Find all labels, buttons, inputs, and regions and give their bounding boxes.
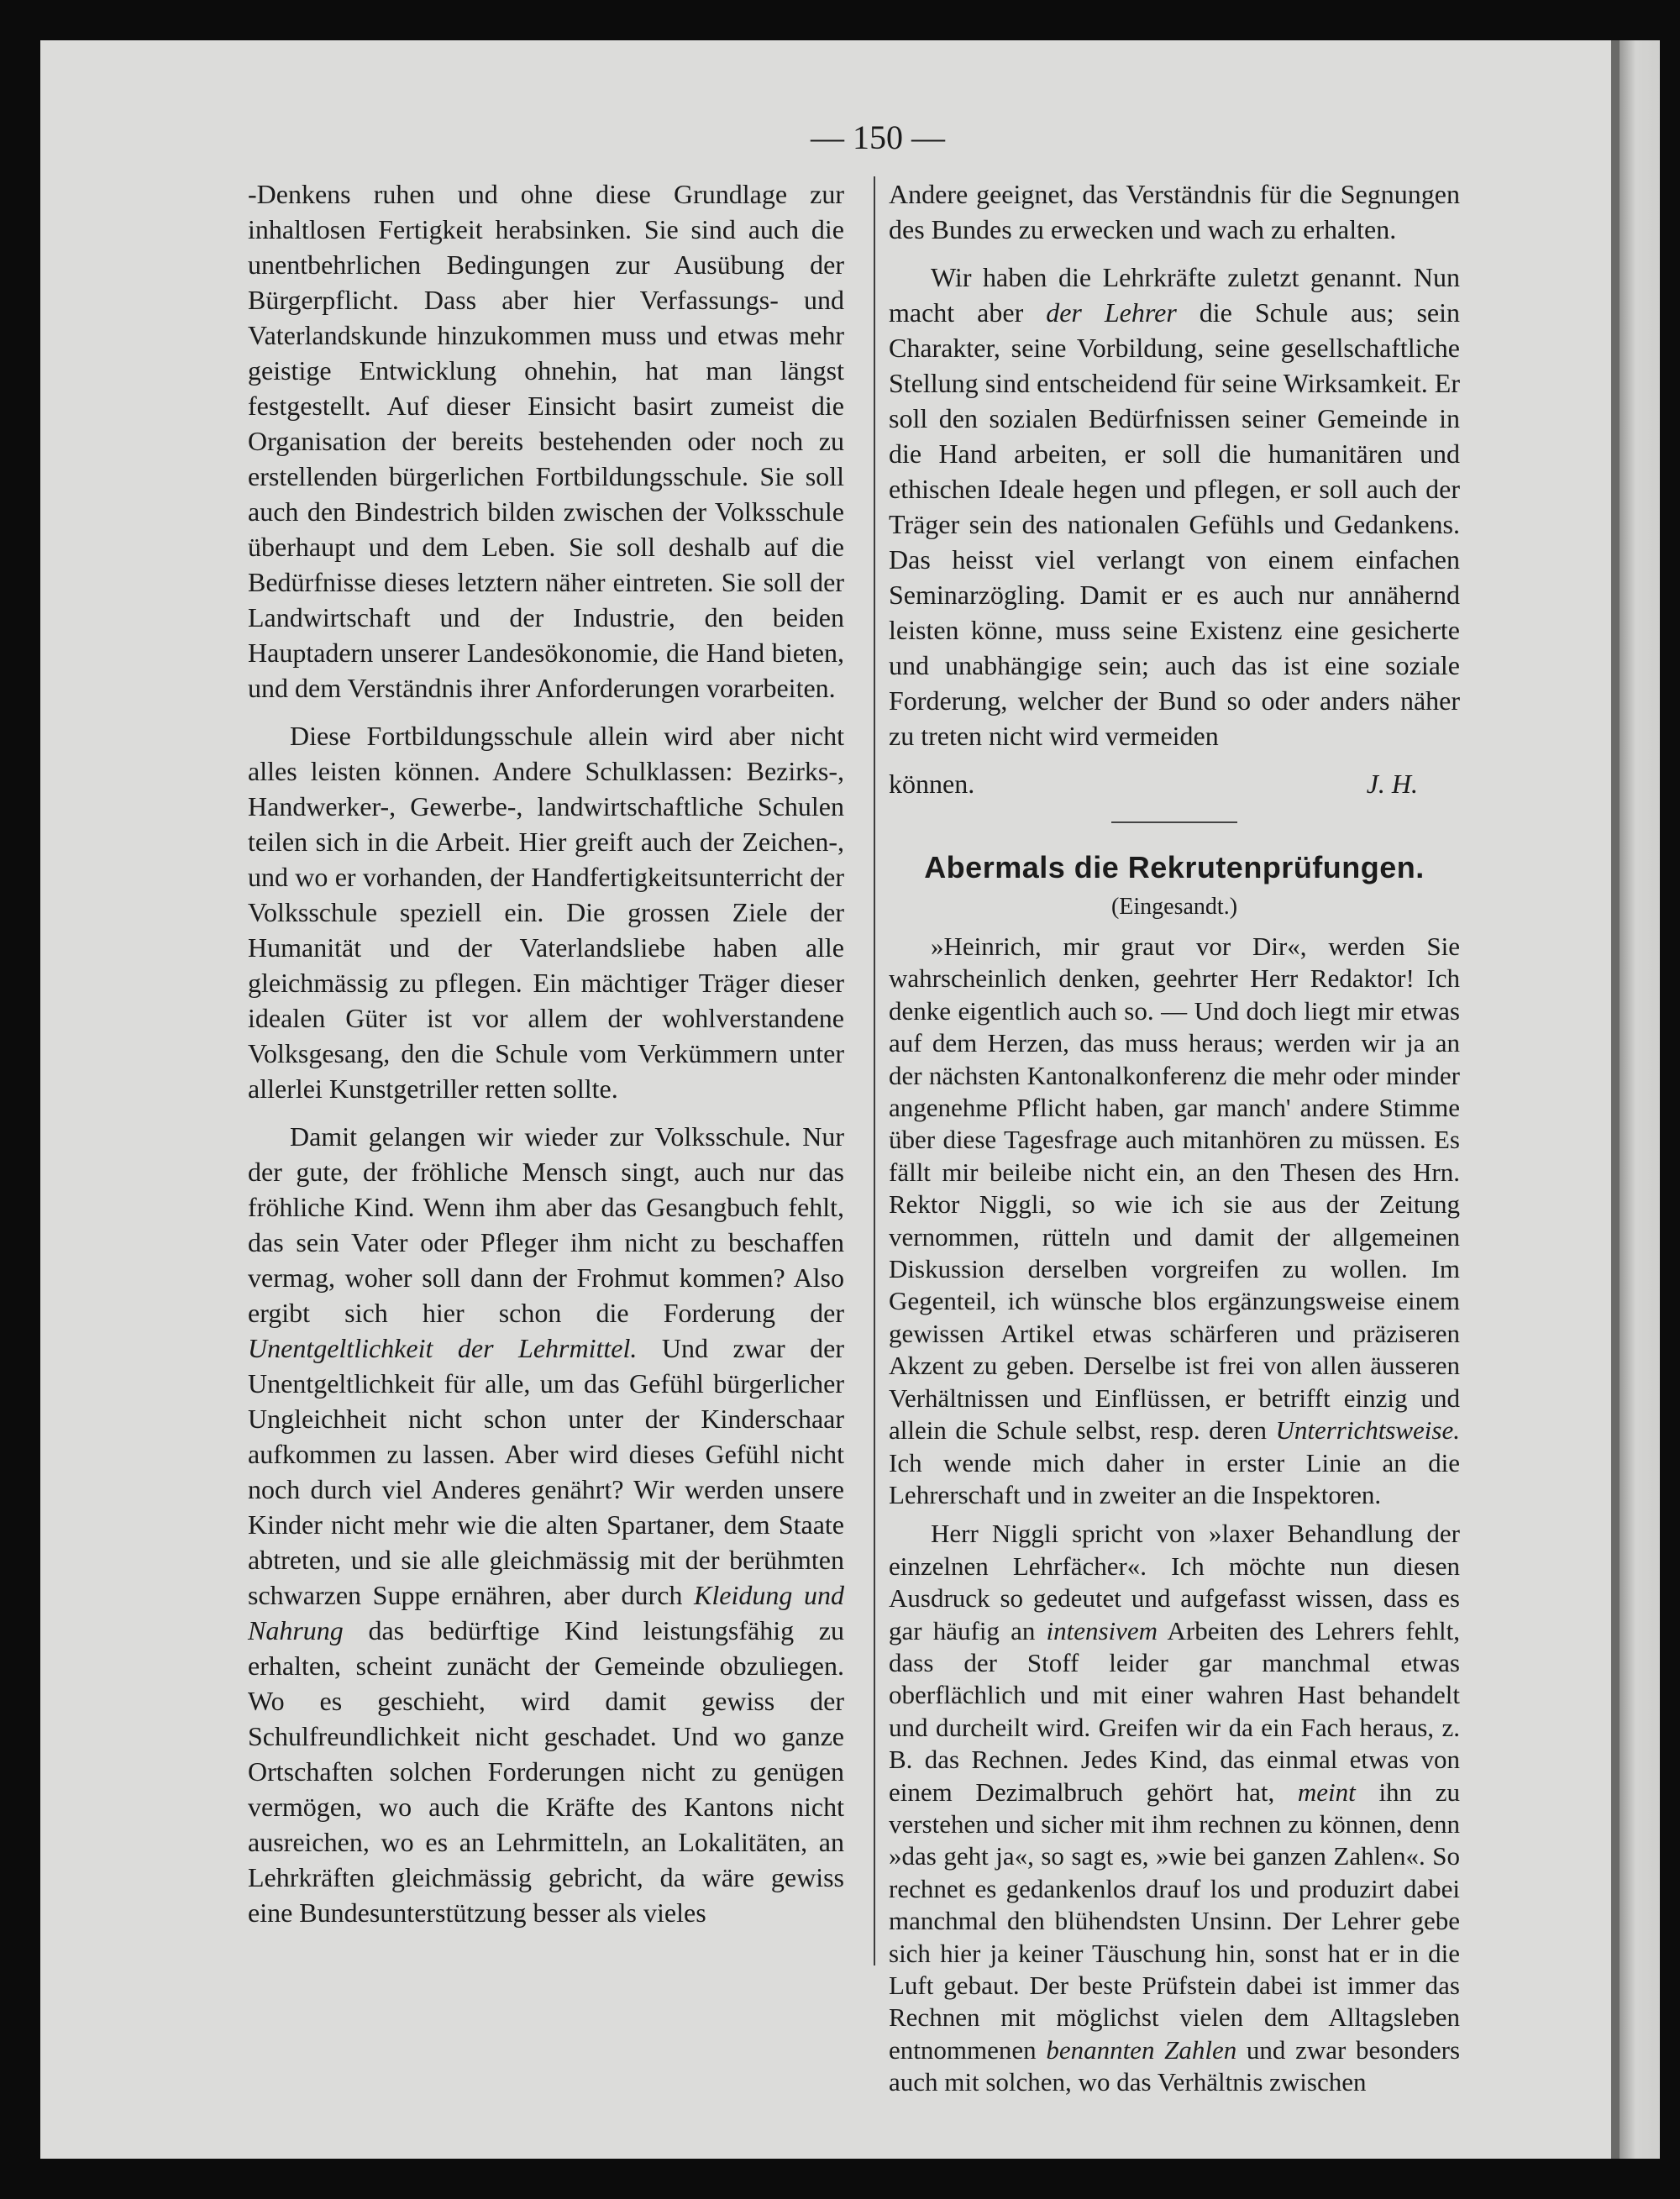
paragraph [889, 931, 1460, 1511]
text-run: »Heinrich, mir graut vor Dir«, werden Sie wahrscheinlich denken, geehrter Herr Redaktor! Ich denke eigentlich auch so. — Und doch liegt mir etwas auf dem Herzen, das muss heraus; werden wir ja an der nächsten Kantonalkonferenz die mehr oder minder angenehme Pflicht haben, gar manch' andere Stimme über diese Tagesfrage auch mitanhören zu müssen. Es fällt mir beileibe nicht ein, an den Thesen des Hrn. Rektor Niggli, so wie ich sie aus der Zeitung vernommen, rütteln und damit der allgemeinen Diskussion derselben vorgreifen zu wollen. Im Gegenteil, ich wünsche blos ergänzungsweise einem gewissen Artikel etwas schärferen und präziseren Akzent zu geben. Derselbe ist frei von allen äusseren Verhältnissen und Einflüssen, er betrifft einzig und allein die Schule selbst, resp. deren [889, 932, 1460, 1446]
adjacent-page-edge [1620, 40, 1660, 2159]
text-run: Und zwar der Unentgeltlichkeit für alle, um das Gefühl bürgerlicher Ungleichheit nicht schon unter der Kinderschaar aufkommen zu lassen. Aber wird dieses Gefühl nicht noch durch viel Anderes genährt? Wir werden unsere Kinder nicht mehr wie die alten Spartaner, dem Staate abtreten, und sie alle gleichmässig mit der berühmten schwarzen Suppe ernähren, aber durch [248, 1333, 845, 1610]
text-run: die Schule aus; sein Charakter, seine Vorbildung, seine gesellschaftliche Stellung sind entscheidend für seine Wirksamkeit. Er soll den sozialen Bedürfnissen seiner Gemeinde in die Hand arbeiten, er soll die humanitären und ethischen Ideale hegen und pflegen, er soll auch der Träger sein des nationalen Gefühls und Gedankens. Das heisst viel verlangt von einem einfachen Seminarzögling. Damit er es auch nur annähernd leisten könne, muss seine Existenz eine gesicherte und unabhängige sein; auch das ist eine soziale Forderung, welcher der Bund so oder anders näher zu treten nicht wird vermeiden [889, 297, 1460, 751]
text-run: Herr Niggli spricht von »laxer Behandlung der einzelnen Lehrfächer«. Ich möchte nun diesen Ausdruck so gedeutet und aufgefasst wissen, dass es gar häufig an [889, 1519, 1460, 1645]
page-number: — 150 — [811, 118, 945, 156]
paragraph: Andere geeignet, das Verständnis für die Segnungen des Bundes zu erwecken und wach zu erhalten. [889, 179, 1460, 244]
emphasis: der Lehrer [1046, 297, 1177, 328]
right-column [889, 176, 1460, 2106]
author-signature: J. H. [1366, 769, 1418, 799]
emphasis: intensivem [1046, 1615, 1158, 1645]
paragraph [889, 260, 1460, 753]
left-column [248, 176, 844, 1943]
text-run: Wir haben die Lehrkräfte zuletzt genannt. Nun macht aber [889, 262, 1460, 328]
article-body [889, 931, 1460, 2099]
article-title: Abermals die Rekrutenprüfungen. [924, 850, 1425, 884]
closing-word: können. [889, 769, 975, 799]
paragraph [889, 1518, 1460, 2098]
article-byline: (Eingesandt.) [1110, 894, 1238, 920]
text-run: ihn zu verstehen und sicher mit ihm rechnen zu können, denn »das geht ja«, so sagt es, »wie bei ganzen Zahlen«. So rechnet es gedankenlos drauf los und produzirt dabei manchmal den blühendsten Unsinn. Der Lehrer gebe sich hier ja keiner Täuschung hin, sonst hat er in die Luft gebaut. Der beste Prüfstein dabei ist immer das Rechnen mit möglichst vielen dem Alltagsleben entnommenen [889, 1777, 1461, 2065]
binding-gutter [1611, 40, 1620, 2159]
emphasis: benannten Zahlen [1046, 2034, 1237, 2065]
text-run: Arbeiten des Lehrers fehlt, dass der Stoff leider gar manchmal etwas oberflächlich und mit einer wahren Hast behandelt und durcheilt wird. Greifen wir da ein Fach heraus, z. B. das Rechnen. Jedes Kind, das einmal etwas von einem Dezimalbruch gehört hat, [889, 1615, 1460, 1807]
text-run: Ich wende mich daher in erster Linie an die Lehrerschaft und in zweiter an die Inspektoren. [889, 1447, 1460, 1509]
text-run: Damit gelangen wir wieder zur Volksschule. Nur der gute, der fröhliche Mensch singt, auch nur das fröhliche Kind. Wenn ihm aber das Gesangbuch fehlt, das sein Vater oder Pfleger ihm nicht zu beschaffen vermag, woher soll dann der Frohmut kommen? Also ergibt sich hier schon die Forderung der [248, 1121, 844, 1328]
emphasis: Unentgeltlichkeit der Lehrmittel. [248, 1333, 638, 1363]
column-divider [874, 176, 875, 1965]
text-run: das bedürftige Kind leistungsfähig zu erhalten, scheint zunächt der Gemeinde obzuliegen. Wo es geschieht, wird damit gewiss der Schulfreundlichkeit nicht geschadet. Und wo ganze Ortschaften solchen Forderungen nicht zu genügen vermögen, wo auch die Kräfte des Kantons nicht ausreichen, wo es an Lehrmitteln, an Lokalitäten, an Lehrkräften gleichmässig gebricht, da wäre gewiss eine Bundesunterstützung besser als vieles [248, 1615, 844, 1928]
signature-line [889, 766, 1460, 801]
emphasis: Kleidung und Nahrung [248, 1580, 845, 1645]
section-separator [1111, 821, 1237, 823]
text-run: und zwar besonders auch mit solchen, wo das Verhältnis zwischen [889, 2034, 1461, 2097]
paragraph: -Denkens ruhen und ohne diese Grundlage zur inhaltlosen Fertigkeit herabsinken. Sie sind auch die unentbehrlichen Bedingungen zur Ausübung der Bürgerpflicht. Dass aber hier Verfassungs- und Vaterlandskunde hinzukommen muss und etwas mehr geistige Entwicklung ohnehin, hat man längst festgestellt. Auf dieser Einsicht basirt zumeist die Organisation der bereits bestehenden oder noch zu erstellenden bürgerlichen Fortbildungsschule. Sie soll auch den Bindestrich bilden zwischen der Volksschule überhaupt und dem Leben. Sie soll deshalb auf die Bedürfnisse dieses letztern näher eintreten. Sie soll der Landwirtschaft und der Industrie, den beiden Hauptadern unserer Landesökonomie, die Hand bieten, und dem Verständnis ihrer Anforderungen vorarbeiten. [248, 179, 844, 703]
paragraph: Diese Fortbildungsschule allein wird aber nicht alles leisten können. Andere Schulklassen: Bezirks-, Handwerker-, Gewerbe-, landwirtschaftliche Schulen teilen sich in die Arbeit. Hier greift auch der Zeichen-, und wo er vorhanden, der Handfertigkeitsunterricht der Volksschule speziell ein. Die grossen Ziele der Humanität und der Vaterlandsliebe haben alle gleichmässig zu pflegen. Ein mächtiger Träger dieser idealen Güter ist vor allem der wohlverstandene Volksgesang, den die Schule vom Verkümmern unter allerlei Kunstgetriller retten sollte. [248, 721, 844, 1104]
emphasis: meint [1297, 1777, 1356, 1807]
emphasis: Unterrichtsweise. [1275, 1415, 1460, 1446]
paragraph [248, 1119, 844, 1930]
